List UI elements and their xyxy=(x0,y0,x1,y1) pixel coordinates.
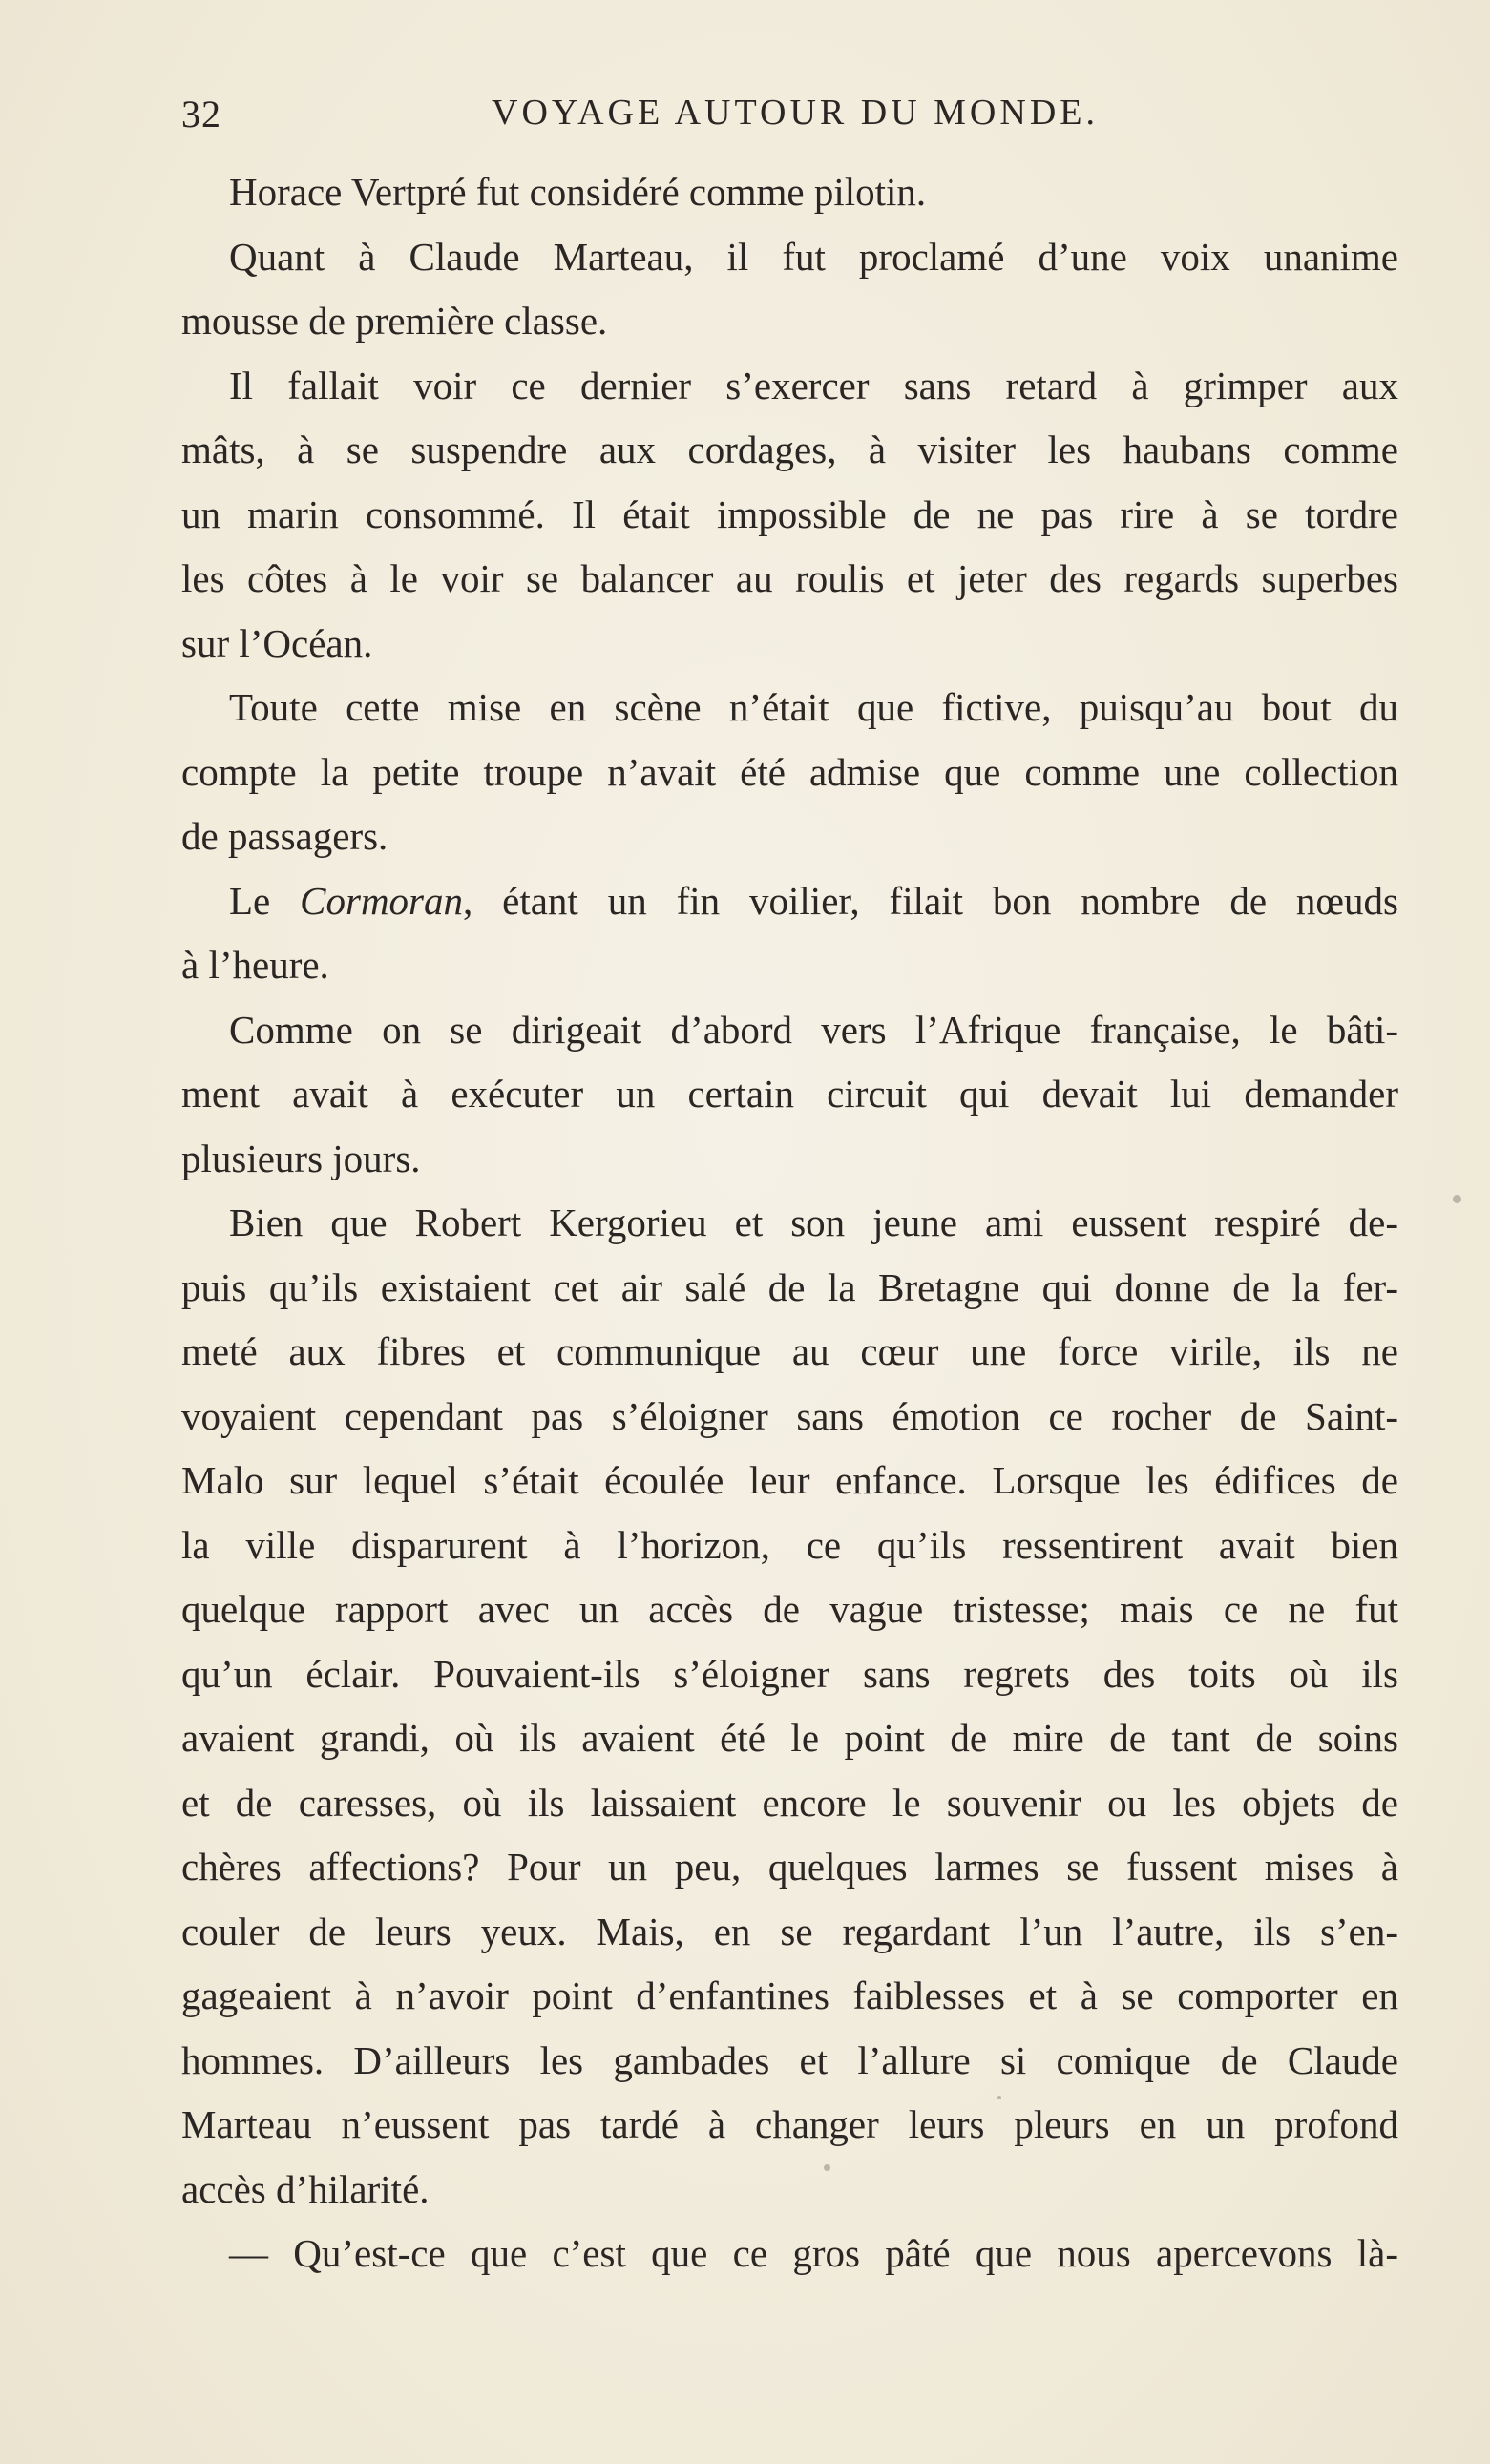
text-line: avaient grandi, où ils avaient été le point de mire de tant de soins xyxy=(181,1716,1398,1760)
text-line: hommes. D’ailleurs les gambades et l’allure si comique de Claude xyxy=(181,2037,1398,2082)
text-line: chères affections? Pour un peu, quelques larmes se fussent mises à xyxy=(181,1845,1398,1889)
text-line: puis qu’ils existaient cet air salé de la Bretagne qui donne de la fer- xyxy=(181,1264,1398,1309)
text-line: couler de leurs yeux. Mais, en se regardant l’un l’autre, ils s’en- xyxy=(181,1909,1398,1953)
text-line: plusieurs jours. xyxy=(181,1136,421,1180)
text-line: les côtes à le voir se balancer au roulis et jeter des regards superbes xyxy=(181,556,1398,600)
running-title: VOYAGE AUTOUR DU MONDE. xyxy=(492,93,1099,133)
text-line: — Qu’est-ce que c’est que ce gros pâté que nous apercevons là- xyxy=(229,2231,1398,2275)
text-line: Malo sur lequel s’était écoulée leur enfance. Lorsque les édifices de xyxy=(181,1458,1398,1502)
paper-speck xyxy=(824,2164,830,2171)
body-text xyxy=(181,160,1398,2287)
text-line: quelque rapport avec un accès de vague tristesse; mais ce ne fut xyxy=(181,1587,1398,1631)
text-line: gageaient à n’avoir point d’enfantines faiblesses et à se comporter en xyxy=(181,1973,1398,2017)
text-line: et de caresses, où ils laissaient encore le souvenir ou les objets de xyxy=(181,1780,1398,1825)
text-line: Comme on se dirigeait d’abord vers l’Afrique française, le bâti- xyxy=(229,1007,1398,1052)
text-line: Horace Vertpré fut considéré comme pilotin. xyxy=(229,170,927,214)
text-line: voyaient cependant pas s’éloigner sans émotion ce rocher de Saint- xyxy=(181,1393,1398,1438)
text-line: de passagers. xyxy=(181,814,388,858)
text-line: Toute cette mise en scène n’était que fictive, puisqu’au bout du xyxy=(229,685,1398,729)
text-line: un marin consommé. Il était impossible de ne pas rire à se tordre xyxy=(181,491,1398,536)
text-line: Il fallait voir ce dernier s’exercer sans retard à grimper aux xyxy=(229,363,1398,407)
text-line: Quant à Claude Marteau, il fut proclamé d’une voix unanime xyxy=(229,234,1398,279)
text-line: Bien que Robert Kergorieu et son jeune ami eussent respiré de- xyxy=(229,1201,1398,1244)
text-line xyxy=(181,869,1398,934)
text-line: qu’un éclair. Pouvaient-ils s’éloigner sans regrets des toits où ils xyxy=(181,1651,1398,1696)
text-line: accès d’hilarité. xyxy=(181,2166,430,2211)
text-line: mâts, à se suspendre aux cordages, à visiter les haubans comme xyxy=(181,428,1398,471)
text-line: la ville disparurent à l’horizon, ce qu’ils ressentirent avait bien xyxy=(181,1522,1398,1567)
paper-speck xyxy=(1453,1195,1461,1203)
ship-name: Cormoran xyxy=(300,878,464,923)
text-line: Marteau n’eussent pas tardé à changer leurs pleurs en un profond xyxy=(181,2102,1398,2146)
page-header xyxy=(181,92,1398,149)
text-fragment: Le xyxy=(229,878,301,923)
text-line: ment avait à exécuter un certain circuit qui devait lui demander xyxy=(181,1072,1398,1116)
text-line: meté aux fibres et communique au cœur une force virile, ils ne xyxy=(181,1329,1398,1373)
paper-speck xyxy=(997,2096,1001,2099)
page-number: 32 xyxy=(181,93,221,136)
text-line: mousse de première classe. xyxy=(181,299,608,343)
text-fragment: , étant un fin voilier, filait bon nombre de nœuds xyxy=(463,878,1398,923)
text-line: sur l’Océan. xyxy=(181,620,373,665)
text-line: compte la petite troupe n’avait été admise que comme une collection xyxy=(181,749,1398,794)
text-line: à l’heure. xyxy=(181,943,329,987)
